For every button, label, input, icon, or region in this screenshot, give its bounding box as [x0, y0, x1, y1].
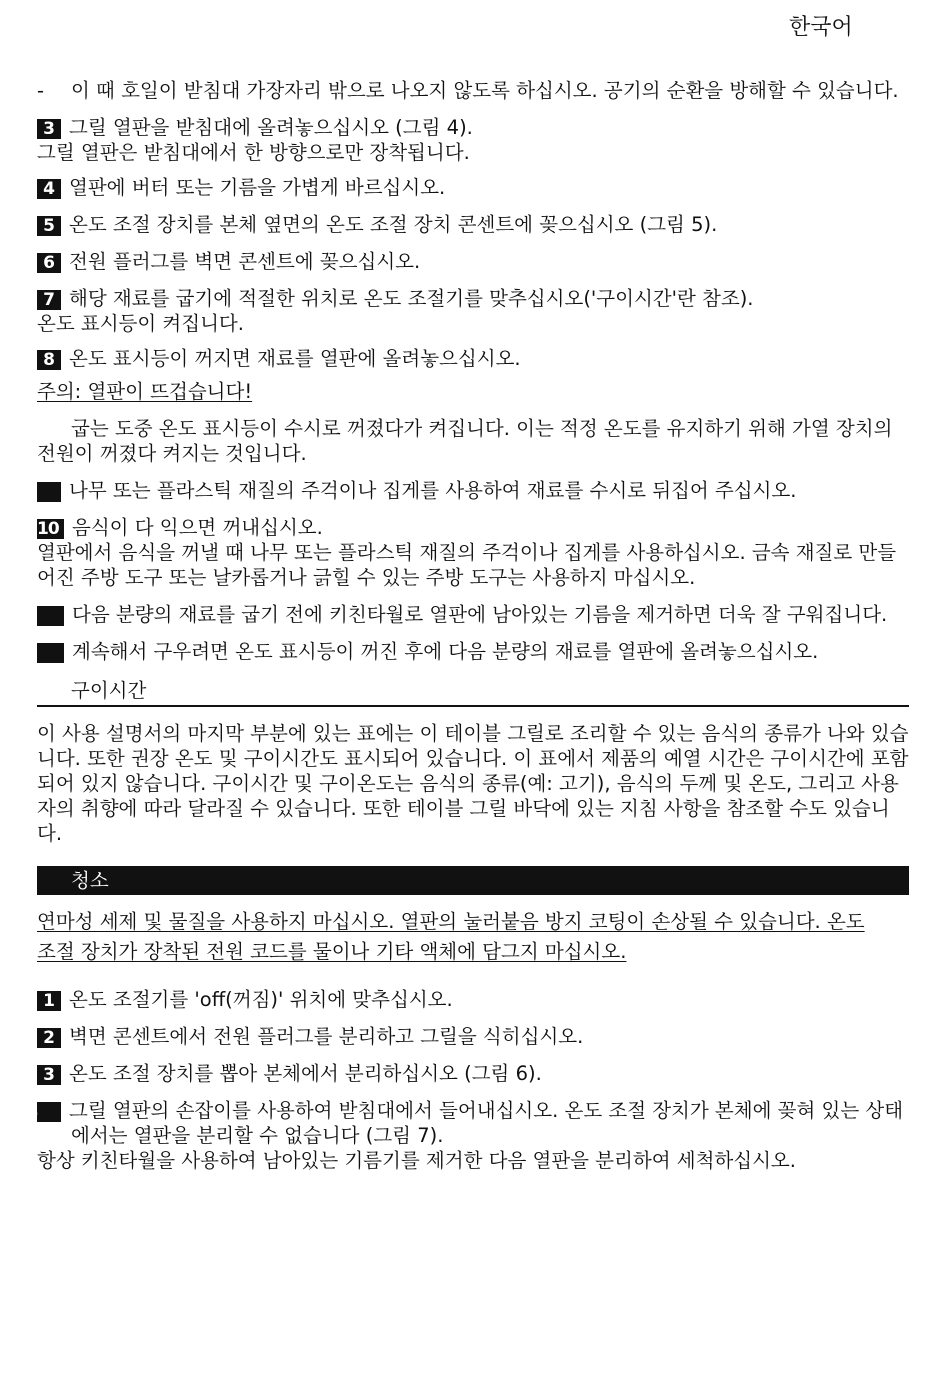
step-number: 3: [37, 1065, 61, 1085]
step-text: 벽면 콘센트에서 전원 플러그를 분리하고 그릴을 식히십시오.: [69, 1025, 584, 1048]
step-8: [37, 346, 909, 371]
step-7: [37, 286, 909, 336]
step-number: 4: [37, 179, 61, 199]
step-number: 4: [37, 1102, 61, 1122]
step-text: 그릴 열판의 손잡이를 사용하여 받침대에서 들어내십시오. 온도 조절 장치가 본체에 꽂혀 있는 상태에서는 열판을 분리할 수 없습니다 (그림 7).: [69, 1099, 904, 1147]
step-number: 1: [37, 991, 61, 1011]
caution-text: [37, 379, 909, 404]
step-text: 열판에 버터 또는 기름을 가볍게 바르십시오.: [69, 176, 446, 199]
foil-note-text: 이 때 호일이 받침대 가장자리 밖으로 나오지 않도록 하십시오. 공기의 순환을 방해할 수 있습니다.: [71, 79, 899, 102]
dash-bullet: -: [37, 79, 45, 102]
step-12: [3, 639, 909, 664]
foil-note: [37, 78, 909, 103]
step-4: [37, 175, 909, 200]
step-number: 6: [37, 253, 61, 273]
step-number: 7: [37, 290, 61, 310]
step-text: 온도 조절 장치를 뽑아 본체에서 분리하십시오 (그림 6).: [69, 1062, 542, 1085]
clean-step-2: [37, 1024, 909, 1049]
step-text: 그릴 열판을 받침대에 올려놓으십시오 (그림 4).: [69, 116, 473, 139]
step-number: 10: [37, 519, 64, 539]
info-paragraph: 굽는 도중 온도 표시등이 수시로 꺼졌다가 켜집니다. 이는 적정 온도를 유지하기 위해 가열 장치의 전원이 꺼졌다 켜지는 것입니다.: [37, 417, 893, 465]
step-10: [37, 515, 909, 590]
step-3: [37, 115, 909, 165]
clean-step-1: [37, 987, 909, 1012]
step-extra: 온도 표시등이 켜집니다.: [37, 312, 244, 335]
manual-page: [3, 78, 909, 1173]
step-11: [3, 602, 909, 627]
step-text: 온도 조절기를 'off(꺼짐)' 위치에 맞추십시오.: [69, 988, 453, 1011]
step-6: [37, 249, 909, 274]
step-number: 12: [37, 643, 64, 663]
step-text: 해당 재료를 굽기에 적절한 위치로 온도 조절기를 맞추십시오('구이시간'란 참조).: [69, 287, 754, 310]
step-text: 전원 플러그를 벽면 콘센트에 꽂으십시오.: [69, 250, 421, 273]
step-text: 계속해서 구우려면 온도 표시등이 꺼진 후에 다음 분량의 재료를 열판에 올려놓으십시오.: [72, 640, 819, 663]
step-number: 9: [37, 482, 61, 502]
step-extra: 항상 키친타월을 사용하여 남아있는 기름기를 제거한 다음 열판을 분리하여 세척하십시오.: [37, 1149, 796, 1172]
grill-time-paragraph: 이 사용 설명서의 마지막 부분에 있는 표에는 이 테이블 그릴로 조리할 수 있는 음식의 종류가 나와 있습니다. 또한 권장 온도 및 구이시간도 표시되어 있습니다. 이 표에서 제품의 예열 시간은 구이시간에 포함되어 있지 않습니다. 구이시간 및 구이온도는 음식의 종류(예: 고기), 음식의 두께 및 온도, 그리고 사용자의 취향에 따라 달라질 수 있습니다. 또한 테이블 그릴 바닥에 있는 지침 사항을 참조할 수도 있습니다.: [37, 722, 909, 845]
cleaning-warning-text: 연마성 세제 및 물질을 사용하지 마십시오. 열판의 눌러붙음 방지 코팅이 손상될 수 있습니다. 온도 조절 장치가 장착된 전원 코드를 물이나 기타 액체에 담그지 마십시오.: [37, 910, 865, 963]
step-text: 온도 표시등이 꺼지면 재료를 열판에 올려놓으십시오.: [69, 347, 521, 370]
step-extra: 그릴 열판은 받침대에서 한 방향으로만 장착됩니다.: [37, 141, 470, 164]
grill-time-heading: 구이시간: [37, 678, 909, 707]
step-text: 음식이 다 익으면 꺼내십시오.: [72, 516, 323, 539]
step-number: 5: [37, 216, 61, 236]
step-9: [26, 478, 909, 503]
step-text: 온도 조절 장치를 본체 옆면의 온도 조절 장치 콘센트에 꽂으십시오 (그림 5).: [69, 213, 718, 236]
step-number: 3: [37, 119, 61, 139]
clean-step-3: [37, 1061, 909, 1086]
step-5: [37, 212, 909, 237]
clean-step-4: [26, 1098, 909, 1173]
language-label: 한국어: [789, 15, 853, 40]
step-number: 2: [37, 1028, 61, 1048]
cleaning-warning: [37, 907, 887, 967]
step-text: 다음 분량의 재료를 굽기 전에 키친타월로 열판에 남아있는 기름을 제거하면 더욱 잘 구워집니다.: [72, 603, 888, 626]
cleaning-heading: 청소: [37, 866, 909, 895]
step-number: 8: [37, 350, 61, 370]
step-text: 나무 또는 플라스틱 재질의 주걱이나 집게를 사용하여 재료를 수시로 뒤집어 주십시오.: [69, 479, 797, 502]
caution-label: 주의: 열판이 뜨겁습니다!: [37, 380, 253, 403]
step-extra: 열판에서 음식을 꺼낼 때 나무 또는 플라스틱 재질의 주걱이나 집게를 사용하십시오. 금속 재질로 만들어진 주방 도구 또는 날카롭거나 긁힐 수 있는 주방 도구는 사용하지 마십시오.: [37, 541, 897, 589]
step-number: 11: [37, 606, 64, 626]
